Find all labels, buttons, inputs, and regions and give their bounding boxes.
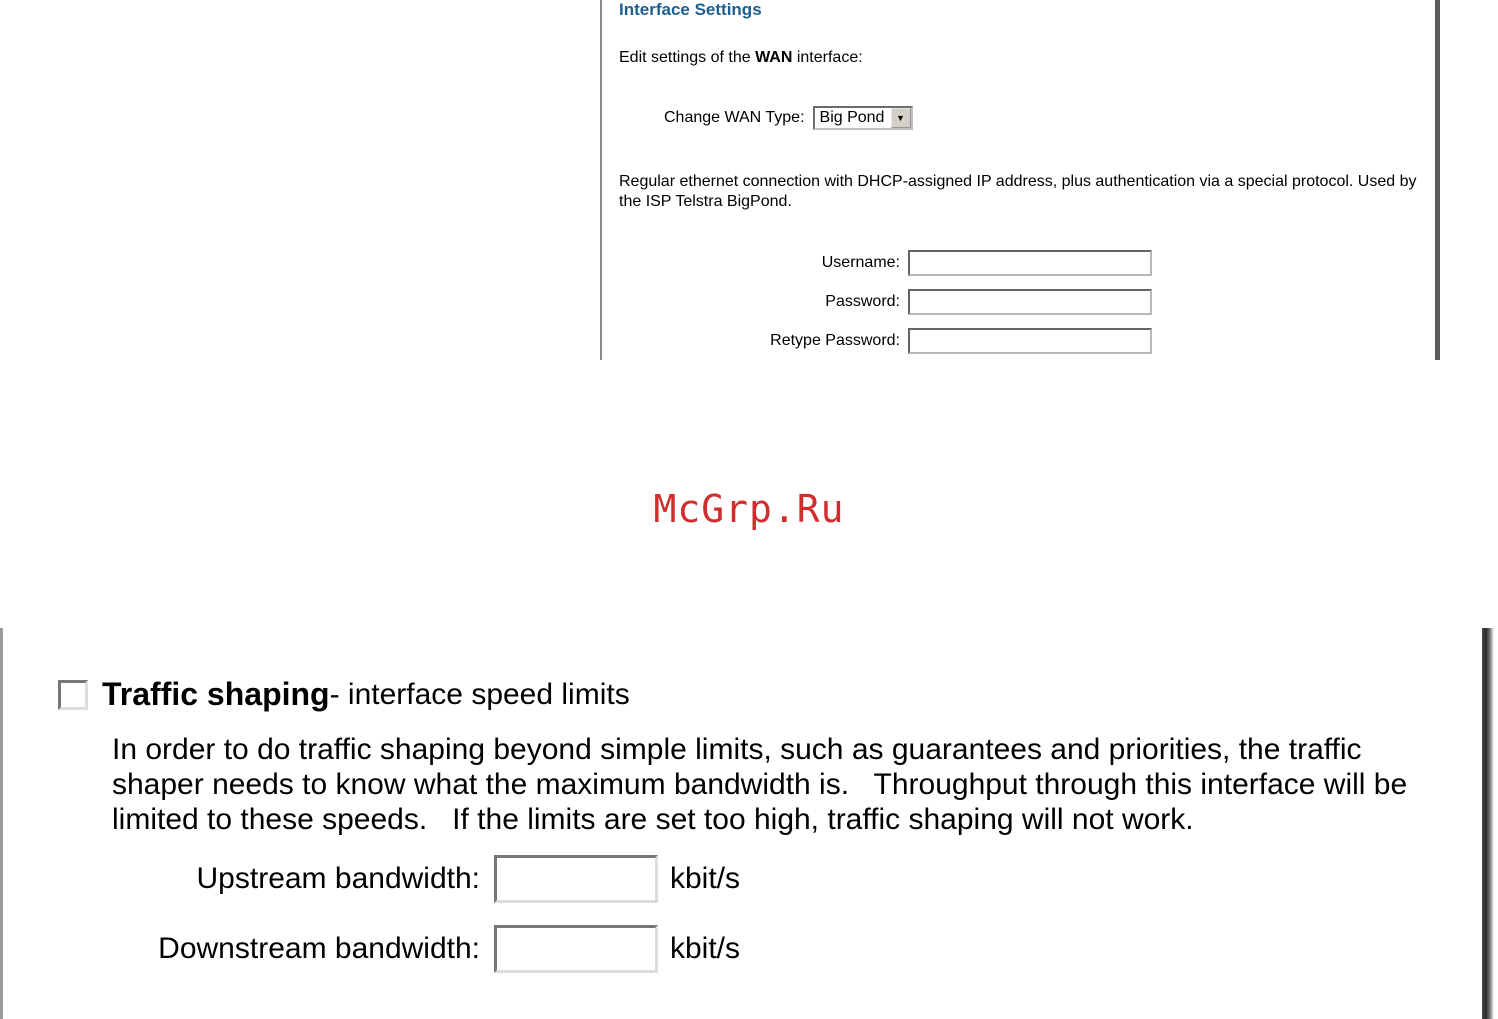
watermark: McGrp.Ru xyxy=(653,487,845,531)
wan-type-description: Regular ethernet connection with DHCP-assigned IP address, plus authentication via a special protocol. Used by the ISP Telstra BigPond. xyxy=(619,173,1417,210)
wan-type-row xyxy=(664,105,913,131)
downstream-row xyxy=(0,925,740,973)
section-title: Interface Settings xyxy=(619,0,762,19)
downstream-input[interactable] xyxy=(494,925,658,973)
password-input[interactable] xyxy=(908,289,1152,315)
downstream-label: Downstream bandwidth: xyxy=(158,932,480,965)
traffic-shaping-subtitle: - interface speed limits xyxy=(329,677,630,711)
interface-settings-panel xyxy=(600,0,1440,360)
retype-password-label: Retype Password: xyxy=(770,332,900,349)
upstream-label: Upstream bandwidth: xyxy=(196,862,480,895)
wan-type-label: Change WAN Type: xyxy=(664,109,805,126)
password-label: Password: xyxy=(825,293,900,310)
intro-text xyxy=(619,49,863,67)
traffic-shaping-title: Traffic shaping xyxy=(102,676,330,712)
retype-password-row xyxy=(590,328,1152,354)
retype-password-input[interactable] xyxy=(908,328,1152,354)
password-row xyxy=(590,289,1152,315)
username-row xyxy=(590,250,1152,276)
wan-type-value: Big Pond xyxy=(819,109,885,126)
intro-prefix: Edit settings of the xyxy=(619,49,756,66)
traffic-shaping-checkbox[interactable] xyxy=(58,680,88,710)
chevron-down-icon[interactable]: ▼ xyxy=(891,108,911,128)
upstream-input[interactable] xyxy=(494,855,658,903)
intro-interface-name: WAN xyxy=(755,49,793,66)
upstream-unit: kbit/s xyxy=(670,862,741,895)
traffic-shaping-description: In order to do traffic shaping beyond simple limits, such as guarantees and priorities, the traffic shaper needs to know what the maximum bandwidth is. Throughput through this interface will be limited to these speeds. If the limits are set too high, traffic shaping will not work. xyxy=(112,733,1416,836)
username-input[interactable] xyxy=(908,250,1152,276)
username-label: Username: xyxy=(821,254,900,271)
traffic-shaping-header xyxy=(58,676,630,713)
panel-right-border xyxy=(1482,628,1498,1019)
upstream-row xyxy=(0,855,740,903)
downstream-unit: kbit/s xyxy=(670,932,741,965)
intro-suffix: interface: xyxy=(792,49,863,66)
wan-type-select[interactable] xyxy=(813,106,913,130)
